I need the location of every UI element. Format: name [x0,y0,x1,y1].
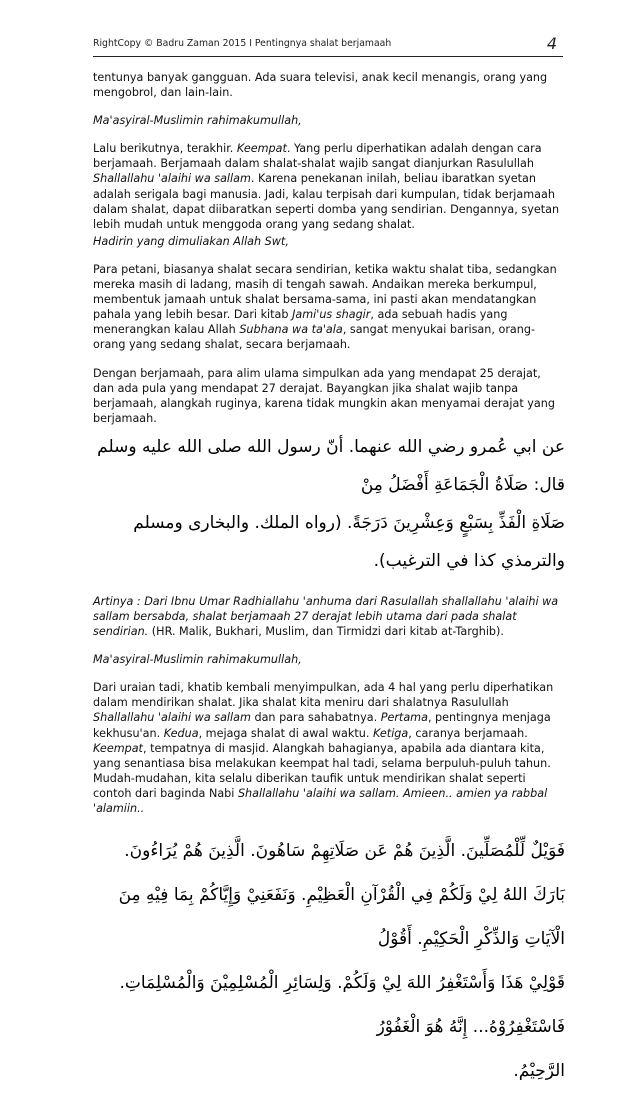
quran-arabic [93,829,565,1093]
emphasis: Ketiga [372,726,409,740]
emphasis: Shallallahu 'alaihi wa sallam [93,172,251,186]
address-1: Ma'asyiral-Muslimin rahimakumullah, [93,114,302,128]
text-run: . Karena penekanan inilah, beliau ibaratkan syetan adalah serigala bagi manusia. Jadi, kalau terpisah dari kumpulan, tidak berjamaah dalam shalat, dapat diibaratkan seperti domba yang sendirian. Dengannya, syetan lebih mudah untuk menggoda orang yang sedang shalat. [93,172,560,231]
translation-source: (HR. Malik, Bukhari, Muslim, dan Tirmidzi dari kitab at-Targhib). [148,625,504,639]
paragraph-3 [93,262,565,353]
translation [93,594,565,639]
text-run: , sangat menyukai barisan, orang-orang yang sedang shalat, secara berjamaah. [93,323,536,352]
hadith-arabic [93,428,565,580]
translation-italic: Artinya : Dari Ibnu Umar Radhiallahu 'anhuma dari Rasulallah shallallahu 'alaihi wa sallam bersabda, shalat berjamaah 27 derajat lebih utama dari pada shalat sendirian. [93,594,559,639]
hadith-line-1: عن ابي عُمرو رضي الله عنهما. أنّ رسول الله صلى الله عليه وسلم قال: صَلَاةُ الْجَمَاعَةِ أَفْضَلُ مِنْ [97,436,565,495]
page-number: 4 [546,34,557,53]
address-3: Ma'asyiral-Muslimin rahimakumullah, [93,653,302,667]
page-header [93,34,563,57]
hadith-line-2: صَلَاةِ الْفَذِّ بِسَبْعٍ وَعِشْرِينَ دَرَجَةً. (رواه الملك. والبخارى ومسلم والترمذي كذا في الترغيب). [133,512,565,571]
address-2: Hadirin yang dimuliakan Allah Swt, [93,234,289,248]
text-run: dan para sahabatnya. [250,711,381,725]
text-run: , tempatnya di masjid. Alangkah bahagianya, apabila ada diantara kita, yang senantiasa bisa melakukan keempat hal tadi, selama berpuluh-puluh tahun. Mudah-mudahan, kita selalu diberikan taufik untuk mendirikan shalat seperti contoh dari baginda Nabi [93,741,551,800]
quran-line-1: فَوَيْلٌ لِّلْمُصَلِّينَ. الَّذِينَ هُمْ عَن صَلَاتِهِمْ سَاهُونَ. الَّذِينَ هُمْ يُرَاءُونَ. [124,841,565,862]
paragraph-5 [93,680,565,816]
document-body [93,70,565,1093]
header-text: RightCopy © Badru Zaman 2015 I Pentingnya shalat berjamaah [93,38,392,49]
quran-line-3: قَوْلِيْ هَذَا وَأَسْتَغْفِرُ اللهَ لِيْ وَلَكُمْ. وَلِسَائِرِ الْمُسْلِمِيْنَ وَالْمُسْلِمَاتِ. فَاسْتَغْفِرُوْهُ... إِنَّهُ هُوَ الْغَفُوْرُ [119,973,565,1038]
quran-line-2: بَارَكَ اللهُ لِيْ وَلَكُمْ فِي الْقُرْآنِ الْعَظِيْمِ. وَنَفَعَنِيْ وَإِيَّاكُمْ بِمَا فِيْهِ مِنَ الْآيَاتِ وَالذِّكْرِ الْحَكِيْمِ. أَقُوْلُ [118,885,565,950]
paragraph-4: Dengan berjamaah, para alim ulama simpulkan ada yang mendapat 25 derajat, dan ada pula yang mendapat 27 derajat. Bayangkan jika shalat wajib tanpa berjamaah, alangkah ruginya, karena tidak mungkin akan menyamai derajat yang berjamaah. [93,366,555,425]
text-run: , ada sebuah hadis yang menerangkan kalau Allah [93,308,508,337]
emphasis: Jami'us shagir [292,308,371,322]
emphasis: Pertama [380,711,428,725]
emphasis: Keempat [236,142,287,156]
quran-line-4: الرَّحِيْمُ. [513,1061,565,1082]
text-run: Para petani, biasanya shalat secara sendirian, ketika waktu shalat tiba, sedangkan mereka masih di ladang, masih di tengah sawah. Andaikan mereka berkumpul, membentuk jamaah untuk shalat bersama-sama, ini pasti akan mendatangkan pahala yang lebih besar. Dari kitab [93,262,557,322]
paragraph-2 [93,141,565,232]
text-run: , mejaga shalat di awal waktu. [198,726,373,740]
text-run: , pentingnya menjaga kekhusu'an. [93,711,551,740]
text-run: . Yang perlu diperhatikan adalah dengan cara berjamaah. Berjamaah dalam shalat-shalat wajib sangat dianjurkan Rasulullah [93,142,542,171]
text-run: , caranya berjamaah. [408,726,528,740]
emphasis: Keempat [93,741,143,755]
text-run: Dari uraian tadi, khatib kembali menyimpulkan, ada 4 hal yang perlu diperhatikan dalam mendirikan shalat. Jika shalat kita meniru dari shalatnya Rasulullah [93,681,554,710]
emphasis: Shallallahu 'alaihi wa sallam [93,711,251,725]
text-run: Lalu berikutnya, terakhir. [93,142,237,156]
emphasis: Shallallahu 'alaihi wa sallam. Amieen.. amien ya rabbal 'alamiin.. [93,786,548,815]
emphasis: Subhana wa ta'ala [239,323,343,337]
emphasis: Kedua [163,726,199,740]
paragraph-1: tentunya banyak gangguan. Ada suara televisi, anak kecil menangis, orang yang mengobrol, dan lain-lain. [93,71,548,100]
